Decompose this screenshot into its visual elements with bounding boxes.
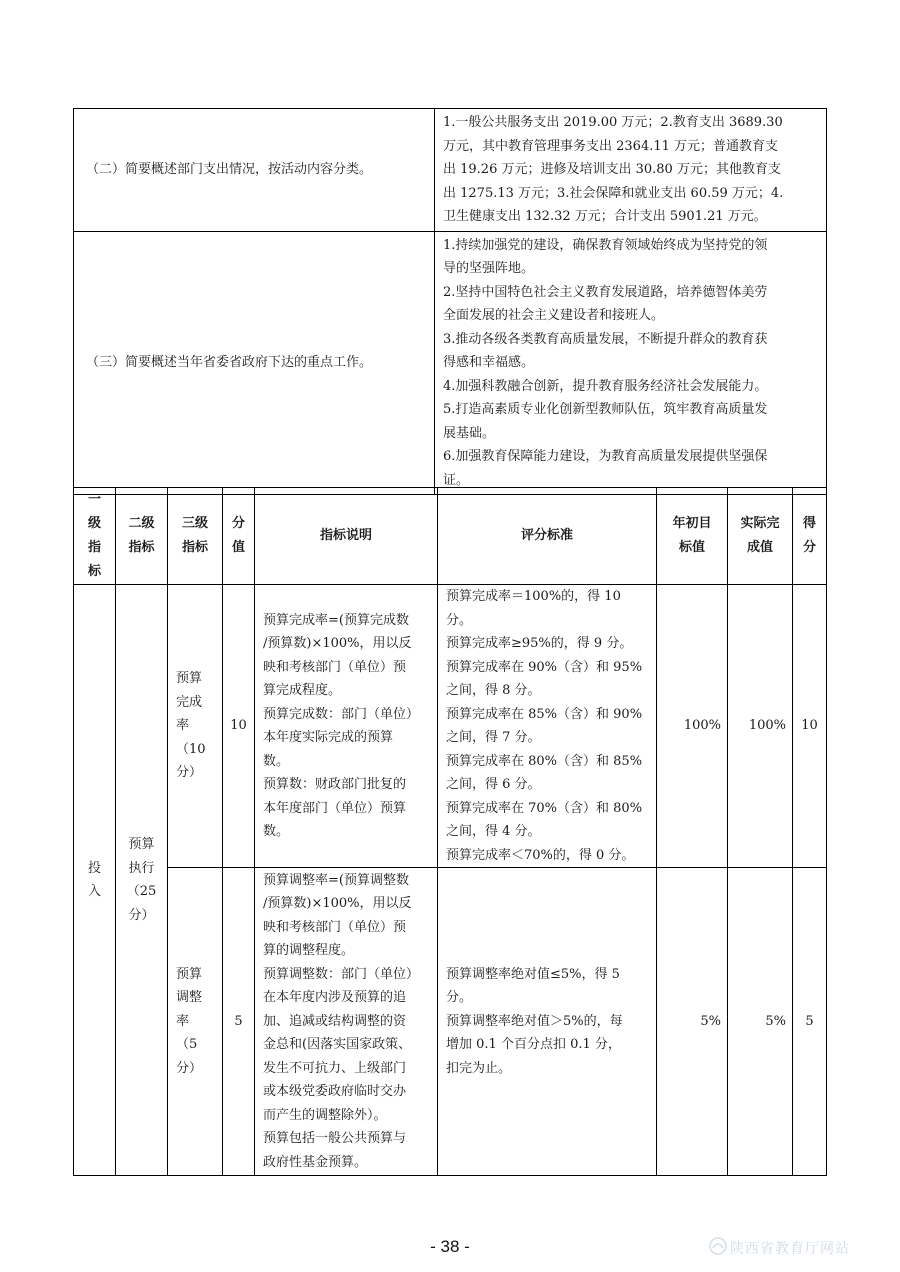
header-target: 年初目 标值	[657, 488, 728, 585]
criteria-cell: 预算调整率绝对值≤5%，得 5 分。 预算调整率绝对值＞5%的，每 增加 0.1 个百分点扣 0.1 分， 扣完为止。	[438, 868, 657, 1176]
score-cell: 10	[793, 585, 827, 868]
header-level3: 三级 指标	[168, 488, 223, 585]
description-cell: 预算调整率=(预算调整数 /预算数)×100%，用以反 映和考核部门（单位）预 算的调整程度。 预算调整数：部门（单位） 在本年度内涉及预算的追 加、追减或结构调整的资 金总和(因落实国家政策、 发生不可抗力、上级部门 或本级党委政府临时交办 而产生的调整除外）。 预算包括一般公共预算与 政府性基金预算。	[255, 868, 438, 1176]
target-cell: 5%	[657, 868, 728, 1176]
content-line: 出 19.26 万元；进修及培训支出 30.80 万元；其他教育支	[443, 162, 781, 177]
content-line: 4.加强科教融合创新，提升教育服务经济社会发展能力。	[443, 378, 768, 394]
indicator-table	[73, 487, 827, 1176]
watermark-logo-icon	[708, 1236, 728, 1256]
level1-cell: 投 入	[74, 585, 116, 1176]
points-cell: 10	[223, 585, 255, 868]
header-level1: 一 级 指 标	[74, 488, 116, 585]
summary-table	[73, 108, 827, 495]
actual-cell: 5%	[728, 868, 793, 1176]
summary-content	[435, 231, 827, 495]
watermark-text: 陕西省教育厅网站	[730, 1241, 850, 1257]
content-line: 出 1275.13 万元；3.社会保障和就业支出 60.59 万元；4.	[443, 185, 784, 201]
summary-row-expenditure	[74, 109, 827, 232]
content-line: 2.坚持中国特色社会主义教育发展道路，培养德智体美劳	[443, 284, 768, 300]
content-line: 5.打造高素质专业化创新型教师队伍，筑牢教育高质量发	[443, 402, 768, 417]
content-line: 3.推动各级各类教育高质量发展，不断提升群众的教育获	[443, 331, 768, 347]
header-score-value: 分 值	[223, 488, 255, 585]
content-line: 证。	[443, 472, 470, 488]
header-actual: 实际完 成值	[728, 488, 793, 585]
summary-label: （二）简要概述部门支出情况，按活动内容分类。	[74, 109, 435, 232]
actual-cell: 100%	[728, 585, 793, 868]
table-row	[74, 585, 827, 868]
table-row	[74, 868, 827, 1176]
content-line: 1.持续加强党的建设，确保教育领域始终成为坚持党的领	[443, 237, 768, 253]
header-description: 指标说明	[255, 488, 438, 585]
summary-content	[435, 109, 827, 232]
content-line: 卫生健康支出 132.32 万元；合计支出 5901.21 万元。	[443, 209, 767, 224]
header-level2: 二级 指标	[116, 488, 168, 585]
content-line: 导的坚强阵地。	[443, 261, 535, 276]
level3-cell: 预算 调整 率 （5 分）	[168, 868, 223, 1176]
level3-cell: 预算 完成 率 （10 分）	[168, 585, 223, 868]
page-number: - 38 -	[430, 1237, 470, 1256]
header-score: 得 分	[793, 488, 827, 585]
header-criteria: 评分标准	[438, 488, 657, 585]
content-line: 全面发展的社会主义建设者和接班人。	[443, 308, 665, 323]
level2-cell: 预算 执行 （25 分）	[116, 585, 168, 1176]
content-line: 得感和幸福感。	[443, 355, 535, 370]
content-line: 6.加强教育保障能力建设，为教育高质量发展提供坚强保	[443, 449, 768, 464]
description-cell: 预算完成率=(预算完成数 /预算数)×100%，用以反 映和考核部门（单位）预 算完成程度。 预算完成数：部门（单位） 本年度实际完成的预算 数。 预算数：财政部门批复的 本年度部门（单位）预算 数。	[255, 585, 438, 868]
summary-row-key-work	[74, 231, 827, 495]
criteria-cell: 预算完成率＝100%的，得 10 分。 预算完成率≥95%的，得 9 分。 预算完成率在 90%（含）和 95% 之间，得 8 分。 预算完成率在 85%（含）和 90% 之间，得 7 分。 预算完成率在 80%（含）和 85% 之间，得 6 分。 预算完成率在 70%（含）和 80% 之间，得 4 分。 预算完成率＜70%的，得 0 分。	[438, 585, 657, 868]
content-line: 万元，其中教育管理事务支出 2364.11 万元；普通教育支	[443, 138, 779, 154]
summary-label: （三）简要概述当年省委省政府下达的重点工作。	[74, 231, 435, 495]
content-line: 展基础。	[443, 425, 496, 441]
table-header-row	[74, 488, 827, 585]
target-cell: 100%	[657, 585, 728, 868]
points-cell: 5	[223, 868, 255, 1176]
score-cell: 5	[793, 868, 827, 1176]
content-line: 1.一般公共服务支出 2019.00 万元；2.教育支出 3689.30	[443, 115, 783, 130]
